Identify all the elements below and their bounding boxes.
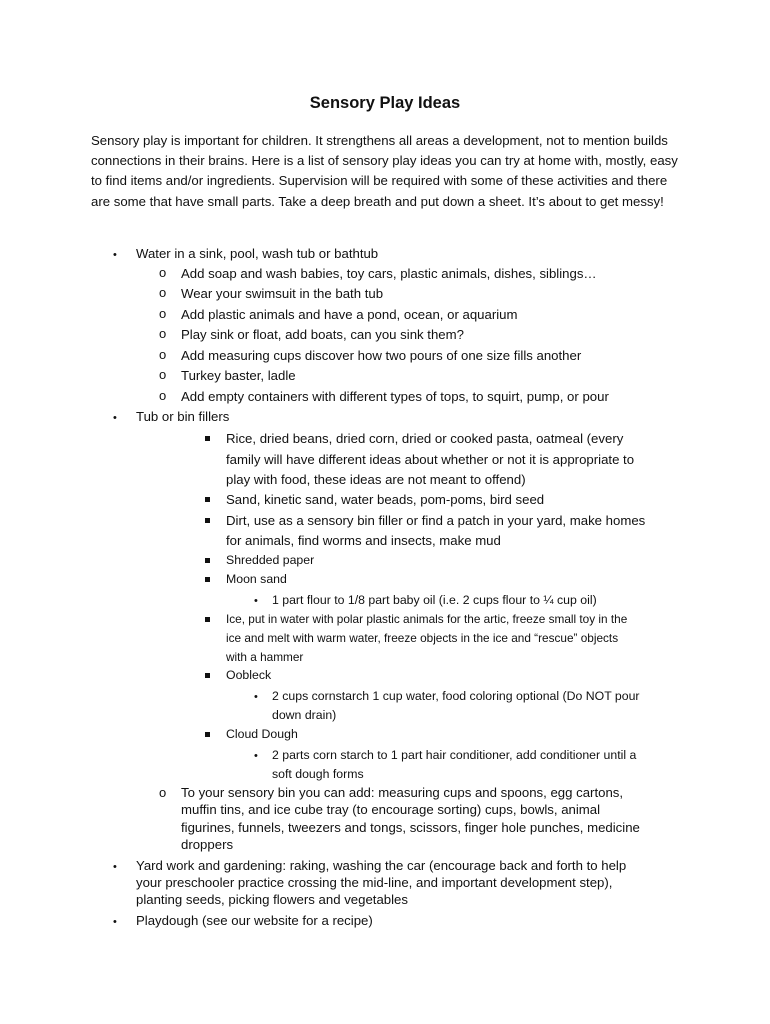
list-item: Shredded paper — [226, 553, 315, 567]
square-marker — [205, 518, 210, 523]
list-item: 2 cups cornstarch 1 cup water, food coloring optional (Do NOT pour — [272, 689, 640, 703]
square-marker — [205, 673, 210, 678]
list-item: Oobleck — [226, 668, 272, 682]
list-item: To your sensory bin you can add: measuring cups and spoons, egg cartons, — [181, 785, 624, 800]
list-item-continuation: planting seeds, picking flowers and vegetables — [136, 892, 408, 907]
square-marker — [205, 617, 210, 622]
bullet-marker: • — [254, 595, 258, 607]
list-item: Sand, kinetic sand, water beads, pom-poms, bird seed — [226, 492, 545, 507]
list-item: Tub or bin fillers — [136, 409, 230, 424]
bullet-marker: • — [254, 691, 258, 703]
list-item-continuation: family will have different ideas about whether or not it is appropriate to — [226, 452, 635, 467]
list-item: Playdough (see our website for a recipe) — [136, 913, 373, 928]
bullet-marker: • — [254, 750, 258, 762]
square-marker — [205, 436, 210, 441]
list-item: Add soap and wash babies, toy cars, plastic animals, dishes, siblings… — [181, 266, 597, 281]
circle-marker: o — [159, 388, 167, 403]
list-item-continuation: down drain) — [272, 708, 337, 722]
circle-marker: o — [159, 285, 167, 300]
list-item: Moon sand — [226, 572, 287, 586]
square-marker — [205, 577, 210, 582]
list-item: Turkey baster, ladle — [181, 368, 296, 383]
list-item-continuation: with a hammer — [226, 650, 304, 664]
circle-marker: o — [159, 367, 167, 382]
list-item-continuation: ice and melt with warm water, freeze objects in the ice and “rescue” objects — [226, 631, 619, 645]
list-item: Add empty containers with different types of tops, to squirt, pump, or pour — [181, 389, 609, 404]
list-item-continuation: soft dough forms — [272, 767, 364, 781]
bullet-marker: • — [113, 916, 117, 928]
square-marker — [205, 497, 210, 502]
list-item: Cloud Dough — [226, 727, 298, 741]
list-item: Water in a sink, pool, wash tub or bathtub — [136, 246, 379, 261]
list-item: Wear your swimsuit in the bath tub — [181, 286, 384, 301]
list-item-continuation: your preschooler practice crossing the mid-line, and important development step), — [136, 875, 613, 890]
list-item: Ice, put in water with polar plastic animals for the artic, freeze small toy in the — [226, 612, 628, 626]
list-item: Dirt, use as a sensory bin filler or find a patch in your yard, make homes — [226, 513, 646, 528]
list-item: Rice, dried beans, dried corn, dried or cooked pasta, oatmeal (every — [226, 431, 624, 446]
circle-marker: o — [159, 347, 167, 362]
list-item-continuation: play with food, these ideas are not meant to offend) — [226, 472, 526, 487]
list-item: 1 part flour to 1/8 part baby oil (i.e. 2 cups flour to ¼ cup oil) — [272, 593, 597, 607]
intro-paragraph: Sensory play is important for children. It strengthens all areas a development, not to mention builds connections in their brains. Here is a list of sensory play ideas you can try at home with, mostly, easy to find items and/or ingredients. Supervision will be required with some of these activities and there are some that have small parts. Take a deep breath and put down a sheet. It’s about to get messy! — [91, 133, 678, 209]
square-marker — [205, 732, 210, 737]
circle-marker: o — [159, 306, 167, 321]
bullet-marker: • — [113, 412, 117, 424]
circle-marker: o — [159, 326, 167, 341]
list-item-continuation: muffin tins, and ice cube tray (to encourage sorting) cups, bowls, animal — [181, 802, 601, 817]
bullet-marker: • — [113, 861, 117, 873]
list-item: Add plastic animals and have a pond, ocean, or aquarium — [181, 307, 518, 322]
list-item: Add measuring cups discover how two pours of one size fills another — [181, 348, 582, 363]
list-item-continuation: figurines, funnels, tweezers and tongs, scissors, finger hole punches, medicine — [181, 820, 640, 835]
circle-marker: o — [159, 785, 167, 800]
page-title: Sensory Play Ideas — [309, 94, 461, 112]
list-item-continuation: droppers — [181, 837, 234, 852]
list-item: 2 parts corn starch to 1 part hair conditioner, add conditioner until a — [272, 748, 637, 762]
square-marker — [205, 558, 210, 563]
bullet-marker: • — [113, 249, 117, 261]
list-item: Yard work and gardening: raking, washing the car (encourage back and forth to help — [136, 858, 627, 873]
circle-marker: o — [159, 265, 167, 280]
list-item-continuation: for animals, find worms and insects, make mud — [226, 533, 501, 548]
list-item: Play sink or float, add boats, can you sink them? — [181, 327, 464, 342]
